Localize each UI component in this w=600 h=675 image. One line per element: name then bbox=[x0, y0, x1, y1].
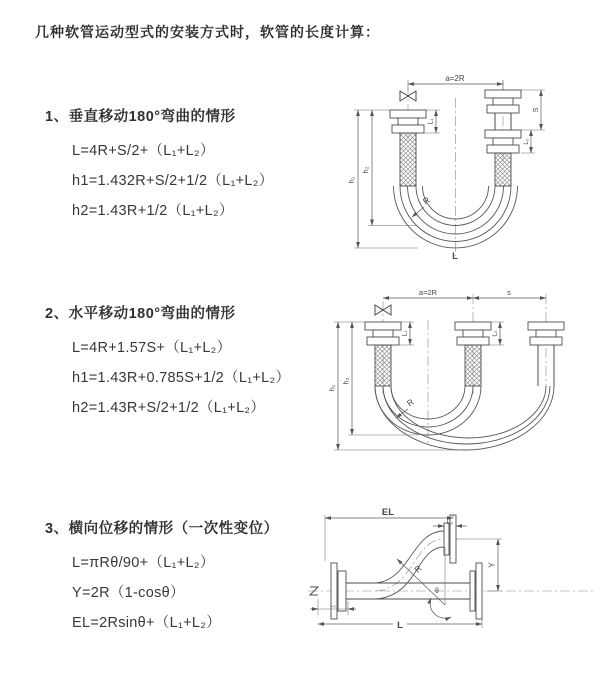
radius-line bbox=[397, 559, 445, 605]
section-1-formula-h2: h2=1.43R+1/2（L₁+L₂） bbox=[72, 203, 234, 219]
d2-dim-label-s: s bbox=[507, 288, 511, 297]
section-3-formula-Y: Y=2R（1-cosθ） bbox=[72, 585, 185, 601]
d3-label-theta: θ bbox=[435, 588, 439, 595]
section-1 bbox=[45, 105, 274, 226]
braided-hose bbox=[375, 345, 391, 386]
d2-label-r: R bbox=[404, 396, 416, 409]
page-title: 几种软管运动型式的安装方式时，软管的长度计算： bbox=[35, 24, 380, 40]
d1-dim-label-l2: L₂ bbox=[523, 138, 530, 145]
section-3-formula-EL: EL=2Rsinθ+（L₁+L₂） bbox=[72, 615, 222, 631]
hose-fitting bbox=[365, 322, 564, 345]
diagram-horizontal-180-bend bbox=[308, 286, 600, 466]
flange bbox=[331, 563, 346, 619]
section-3-formula-L: L=πRθ/90+（L₁+L₂） bbox=[72, 555, 215, 571]
section-2-formula-h1: h1=1.43R+0.785S+1/2（L₁+L₂） bbox=[72, 370, 291, 386]
d1-dim-label-h2: h₂ bbox=[361, 166, 370, 174]
d2-dim-label-a: a=2R bbox=[418, 288, 438, 297]
braided-hose bbox=[400, 133, 416, 186]
hose-u-bend bbox=[375, 386, 554, 450]
d1-dim-label-s: S bbox=[531, 107, 540, 113]
d3-dim-label-l2: L₂ bbox=[446, 519, 454, 526]
d2-dim-label-l2: L₂ bbox=[491, 330, 499, 337]
d1-label-l: L bbox=[452, 251, 458, 262]
d1-dim-label-a: a=2R bbox=[445, 74, 465, 83]
section-1-formula-L: L=4R+S/2+（L₁+L₂） bbox=[72, 143, 215, 159]
section-3 bbox=[45, 517, 279, 638]
d3-dim-label-l: L bbox=[397, 620, 403, 631]
section-2-formula-h2: h2=1.43R+S/2+1/2（L₁+L₂） bbox=[72, 400, 266, 416]
d3-label-r: R bbox=[412, 563, 424, 575]
braided-hose bbox=[495, 153, 511, 186]
section-2 bbox=[45, 302, 290, 423]
d3-dim-label-l1: L₁ bbox=[330, 602, 336, 609]
braided-hose bbox=[465, 345, 481, 386]
d2-dim-label-l1: L₁ bbox=[401, 330, 409, 337]
hose-fitting bbox=[390, 110, 426, 133]
d3-dim-label-y: Y bbox=[487, 562, 497, 568]
section-2-heading: 2、水平移动180°弯曲的情形 bbox=[45, 306, 236, 322]
diagram-lateral-displacement bbox=[300, 503, 600, 643]
section-1-formula-h1: h1=1.432R+S/2+1/2（L₁+L₂） bbox=[72, 173, 274, 189]
flange bbox=[470, 563, 482, 619]
d2-dim-label-h1: h₁ bbox=[327, 384, 337, 392]
section-1-heading: 1、垂直移动180°弯曲的情形 bbox=[45, 109, 236, 125]
d1-dim-label-l1: L₁ bbox=[427, 118, 435, 125]
d1-dim-label-h1: h₁ bbox=[347, 176, 356, 184]
section-3-heading: 3、横向位移的情形（一次性变位） bbox=[45, 521, 279, 537]
diagram-vertical-180-bend bbox=[318, 70, 590, 262]
d3-dim-label-el: EL bbox=[381, 507, 395, 518]
d2-dim-label-h2: h₂ bbox=[341, 377, 351, 385]
section-2-formula-L: L=4R+1.57S+（L₁+L₂） bbox=[72, 340, 232, 356]
d1-label-r: R bbox=[420, 194, 432, 207]
